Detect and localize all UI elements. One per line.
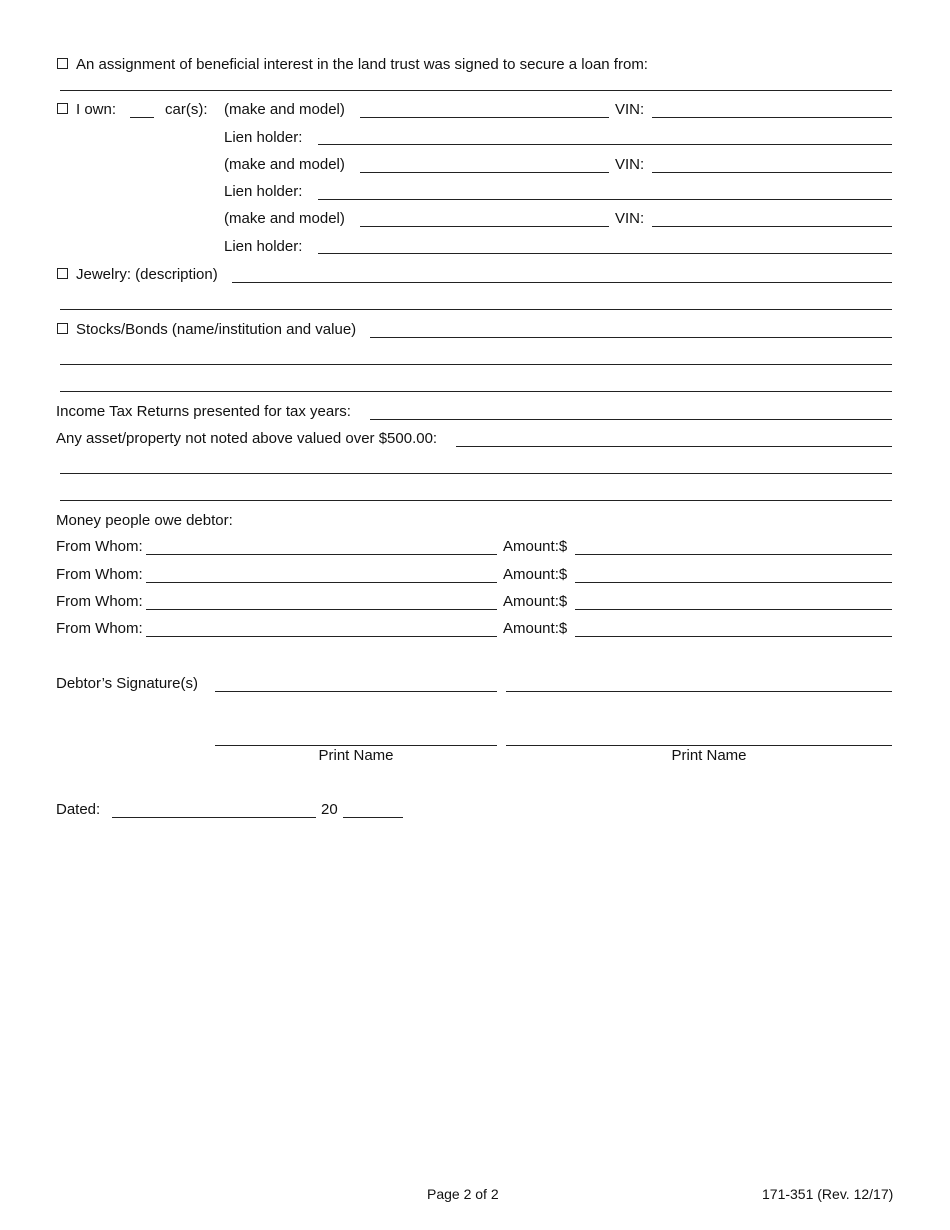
other-assets-line-1[interactable] (456, 446, 892, 447)
car2-vin-label: VIN: (615, 156, 645, 173)
car1-vin-line[interactable] (652, 117, 892, 118)
page-number: Page 2 of 2 (427, 1186, 499, 1202)
stocks-line-3[interactable] (60, 391, 892, 392)
car2-vin-line[interactable] (652, 172, 892, 173)
car2-make-label: (make and model) (224, 156, 345, 173)
stocks-line-2[interactable] (60, 364, 892, 365)
owed-row1-from-line[interactable] (146, 554, 497, 555)
car1-make-line[interactable] (360, 117, 609, 118)
print-name-caption-2: Print Name (671, 747, 747, 764)
car3-lien-label: Lien holder: (224, 238, 303, 255)
car1-lien-label: Lien holder: (224, 129, 303, 146)
car-count-line[interactable] (130, 117, 154, 118)
form-number: 171-351 (Rev. 12/17) (762, 1186, 894, 1202)
income-tax-line[interactable] (370, 419, 892, 420)
print-name-caption-1: Print Name (318, 747, 394, 764)
owed-row4-from-label: From Whom: (56, 620, 143, 637)
car2-lien-line[interactable] (318, 199, 892, 200)
dated-line[interactable] (112, 817, 316, 818)
car3-vin-label: VIN: (615, 210, 645, 227)
stocks-label: Stocks/Bonds (name/institution and value) (76, 321, 357, 338)
car2-make-line[interactable] (360, 172, 609, 173)
owed-row4-from-line[interactable] (146, 636, 497, 637)
car3-vin-line[interactable] (652, 226, 892, 227)
dated-year-prefix: 20 (321, 801, 338, 818)
jewelry-line-1[interactable] (232, 282, 892, 283)
car1-lien-line[interactable] (318, 144, 892, 145)
assignment-text: An assignment of beneficial interest in the land trust was signed to secure a loan from: (76, 56, 648, 73)
stocks-line-1[interactable] (370, 337, 892, 338)
car2-lien-label: Lien holder: (224, 183, 303, 200)
car1-make-label: (make and model) (224, 101, 345, 118)
owed-row3-amount-line[interactable] (575, 609, 892, 610)
cars-checkbox[interactable] (57, 103, 68, 114)
owed-row2-amount-line[interactable] (575, 582, 892, 583)
cars-label: car(s): (165, 101, 208, 118)
assignment-checkbox[interactable] (57, 58, 68, 69)
owed-row2-from-line[interactable] (146, 582, 497, 583)
owed-row3-from-line[interactable] (146, 609, 497, 610)
income-tax-label: Income Tax Returns presented for tax years: (56, 403, 351, 420)
owed-row4-amount-line[interactable] (575, 636, 892, 637)
signature-line-1[interactable] (215, 691, 497, 692)
signature-label: Debtor’s Signature(s) (56, 675, 199, 692)
stocks-checkbox[interactable] (57, 323, 68, 334)
owed-row3-from-label: From Whom: (56, 593, 143, 610)
owed-row2-from-label: From Whom: (56, 566, 143, 583)
assignment-lender-line[interactable] (60, 90, 892, 91)
jewelry-label: Jewelry: (description) (76, 266, 218, 283)
print-name-line-2[interactable] (506, 745, 892, 746)
other-assets-line-2[interactable] (60, 473, 892, 474)
owed-row1-amount-label: Amount:$ (503, 538, 568, 555)
owed-row2-amount-label: Amount:$ (503, 566, 568, 583)
other-assets-label: Any asset/property not noted above valued over $500.00: (56, 430, 438, 447)
own-label: I own: (76, 101, 117, 118)
signature-line-2[interactable] (506, 691, 892, 692)
owed-row4-amount-label: Amount:$ (503, 620, 568, 637)
car1-vin-label: VIN: (615, 101, 645, 118)
car3-make-line[interactable] (360, 226, 609, 227)
owed-row1-amount-line[interactable] (575, 554, 892, 555)
owed-heading: Money people owe debtor: (56, 512, 233, 529)
dated-label: Dated: (56, 801, 101, 818)
owed-row3-amount-label: Amount:$ (503, 593, 568, 610)
car3-make-label: (make and model) (224, 210, 345, 227)
dated-year-line[interactable] (343, 817, 403, 818)
jewelry-line-2[interactable] (60, 309, 892, 310)
jewelry-checkbox[interactable] (57, 268, 68, 279)
car3-lien-line[interactable] (318, 253, 892, 254)
owed-row1-from-label: From Whom: (56, 538, 143, 555)
other-assets-line-3[interactable] (60, 500, 892, 501)
print-name-line-1[interactable] (215, 745, 497, 746)
